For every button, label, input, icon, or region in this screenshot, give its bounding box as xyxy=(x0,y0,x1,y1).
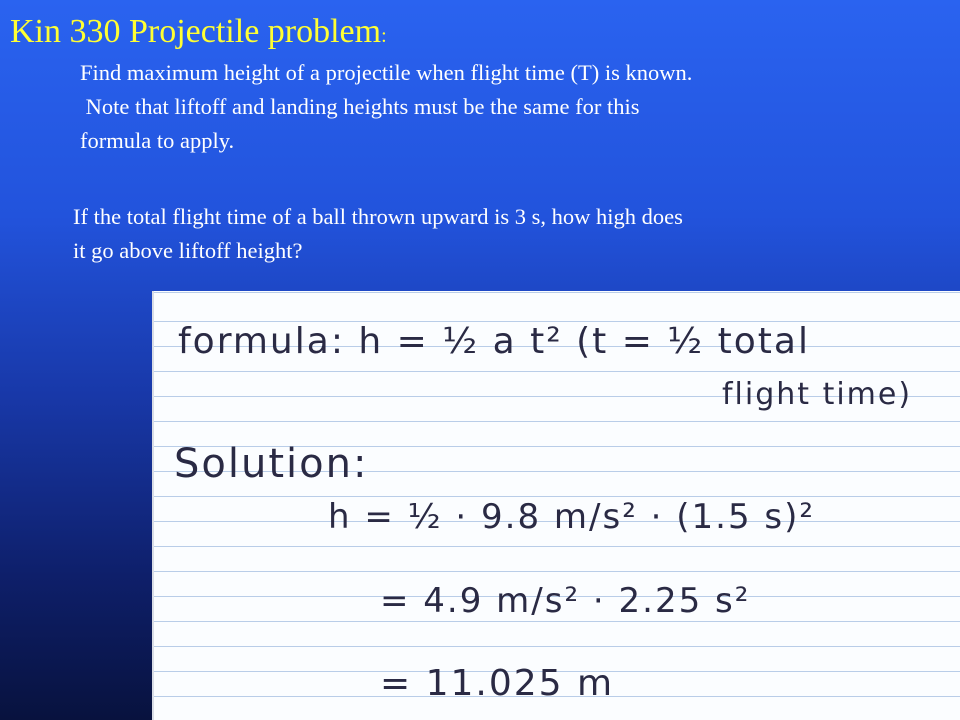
intro-line: Find maximum height of a projectile when flight time (T) is known. xyxy=(80,60,693,85)
slide-title-text: Kin 330 Projectile problem xyxy=(10,13,382,50)
question-line: it go above liftoff height? xyxy=(73,238,303,263)
question-paragraph xyxy=(73,200,683,268)
formula-line: formula: h = ½ a t² (t = ½ total xyxy=(178,321,810,362)
intro-paragraph xyxy=(80,56,692,158)
slide-title xyxy=(10,12,387,56)
slide-title-colon: : xyxy=(381,25,387,47)
solution-label: Solution: xyxy=(174,441,369,487)
formula-line-continuation: flight time) xyxy=(722,377,913,412)
handwritten-note-image xyxy=(152,291,960,720)
solution-step: h = ½ · 9.8 m/s² · (1.5 s)² xyxy=(328,497,816,537)
solution-result: = 11.025 m xyxy=(380,663,615,704)
intro-line: Note that liftoff and landing heights must be the same for this xyxy=(80,94,640,119)
solution-step: = 4.9 m/s² · 2.25 s² xyxy=(380,581,751,621)
intro-line: formula to apply. xyxy=(80,128,235,153)
paper-edge xyxy=(152,291,154,720)
question-line: If the total flight time of a ball thrown upward is 3 s, how high does xyxy=(73,204,683,229)
